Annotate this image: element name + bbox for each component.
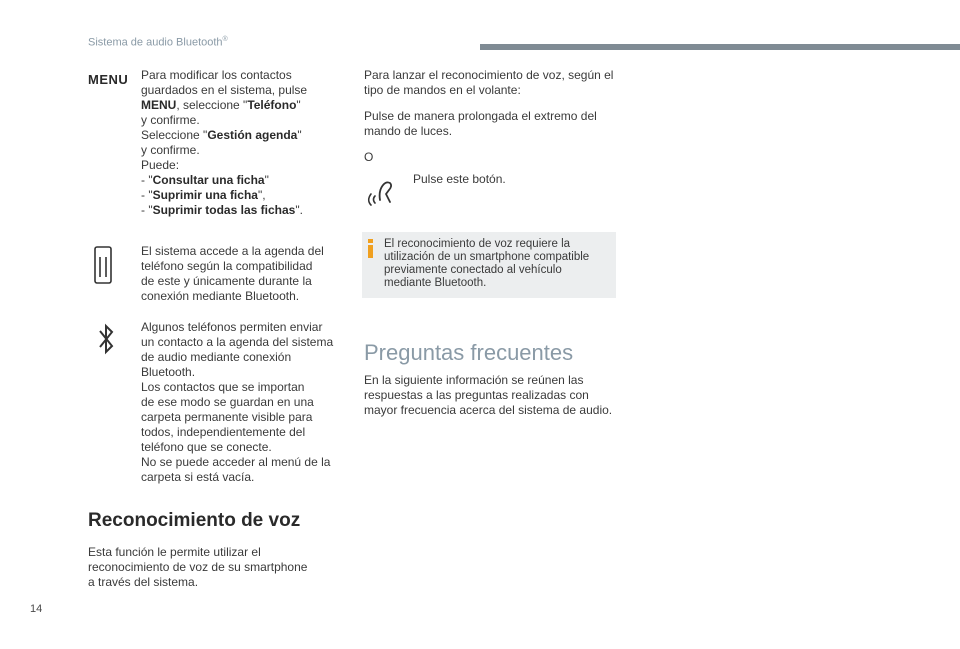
phone-icon bbox=[93, 246, 115, 291]
faq-paragraph: En la siguiente información se reúnen las respuestas a las preguntas realizadas con mayor frecuencia acerca del sistema de audio. bbox=[364, 373, 613, 417]
page-number: 14 bbox=[30, 603, 43, 615]
bluetooth-icon bbox=[97, 322, 117, 361]
menu-key-label: MENU bbox=[88, 72, 129, 87]
info-note-text: El reconocimiento de voz requiere la utilización de un smartphone compatible previamente conectado al vehículo mediante Bluetooth. bbox=[384, 238, 590, 289]
voice-recognition-heading: Reconocimiento de voz bbox=[88, 510, 301, 531]
section-title: Sistema de audio Bluetooth® bbox=[88, 36, 228, 49]
voice-command-icon bbox=[366, 172, 404, 213]
light-stalk-paragraph: Pulse de manera prolongada el extremo del mando de luces. bbox=[364, 109, 597, 138]
phone-agenda-paragraph: El sistema accede a la agenda del teléfono según la compatibilidad de este y únicamente durante la conexión mediante Bluetooth. bbox=[141, 244, 324, 303]
header-bar bbox=[480, 44, 960, 50]
faq-heading: Preguntas frecuentes bbox=[364, 340, 574, 365]
or-label: O bbox=[364, 150, 374, 164]
button-instruction: Pulse este botón. bbox=[413, 172, 506, 186]
contacts-paragraph: Para modificar los contactos guardados en el sistema, pulse MENU, seleccione "Teléfono" y confirme. Seleccione "Gestión agenda" y confirme. Puede: - "Consultar una ficha" - "Suprimir una ficha", - "Suprimir todas las fichas". bbox=[141, 68, 308, 217]
voice-launch-paragraph: Para lanzar el reconocimiento de voz, según el tipo de mandos en el volante: bbox=[364, 68, 614, 97]
bluetooth-contacts-paragraph: Algunos teléfonos permiten enviar un contacto a la agenda del sistema de audio mediante conexión Bluetooth. Los contactos que se importan de ese modo se guardan en una carpeta permanente visible para todos, independientemente del teléfono que se conecte. No se puede acceder al menú de la carpeta si está vacía. bbox=[141, 320, 334, 484]
info-note bbox=[362, 232, 616, 298]
voice-recognition-paragraph: Esta función le permite utilizar el reconocimiento de voz de su smartphone a través del sistema. bbox=[88, 545, 308, 589]
info-icon bbox=[368, 239, 374, 254]
